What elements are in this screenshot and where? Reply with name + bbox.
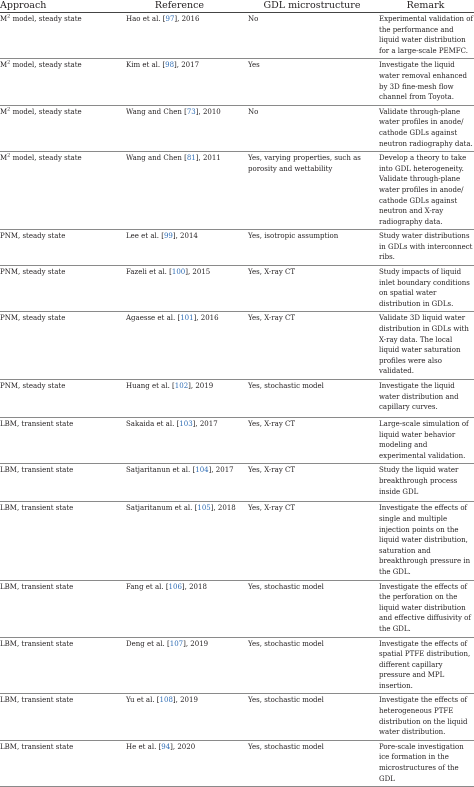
cell-reference bbox=[112, 312, 247, 380]
reference-authors: Huang et al. [ bbox=[126, 382, 175, 390]
approach-text-suffix: model, steady state bbox=[10, 15, 82, 23]
cell-remark: Investigate the effects of single and multiple injection points on the liquid water distribution, saturation and breakthrough pressure in the GDL. bbox=[379, 504, 471, 576]
cell-reference bbox=[112, 580, 247, 637]
approach-text: PNM, steady state bbox=[0, 268, 66, 277]
approach-text: PNM, steady state bbox=[0, 232, 66, 241]
cell-approach bbox=[0, 105, 112, 151]
citation-link[interactable]: 102 bbox=[174, 382, 189, 390]
cell-gdl-microstructure: No bbox=[248, 15, 259, 23]
approach-text: M bbox=[0, 61, 8, 70]
cell-approach bbox=[0, 266, 112, 312]
cell-reference bbox=[112, 105, 247, 151]
reference-authors: Sakaida et al. [ bbox=[126, 420, 180, 428]
citation-link[interactable]: 97 bbox=[165, 15, 175, 23]
reference-year: ], 2011 bbox=[195, 154, 221, 163]
table-row bbox=[0, 152, 474, 230]
citation-link[interactable]: 98 bbox=[165, 61, 175, 70]
reference-year: ], 2016 bbox=[174, 15, 200, 23]
cell-remark: Experimental validation of the performance and liquid water distribution for a large-scale PEMFC. bbox=[379, 15, 474, 55]
cell-reference bbox=[112, 59, 247, 105]
cell-remark: Study impacts of liquid inlet boundary conditions on spatial water distribution in GDLs. bbox=[379, 268, 470, 308]
reference-year: ], 2018 bbox=[210, 504, 236, 513]
table-row bbox=[0, 694, 474, 740]
cell-remark: Investigate the effects of the perforation on the liquid water distribution and effective diffusivity of the GDL. bbox=[379, 582, 471, 633]
reference-year: ], 2019 bbox=[188, 382, 214, 390]
reference-authors: Lee et al. [ bbox=[126, 232, 164, 241]
cell-remark: Study water distributions in GDLs with interconnect ribs. bbox=[379, 232, 473, 262]
cell-approach bbox=[0, 502, 112, 580]
citation-link[interactable]: 94 bbox=[161, 742, 171, 751]
header-reference: Reference bbox=[112, 0, 247, 13]
approach-text: LBM, transient state bbox=[0, 466, 74, 475]
cell-approach bbox=[0, 13, 112, 59]
cell-gdl-microstructure: Yes, stochastic model bbox=[248, 582, 324, 591]
approach-text: LBM, transient state bbox=[0, 696, 74, 705]
cell-gdl-microstructure: Yes, stochastic model bbox=[248, 742, 324, 751]
citation-link[interactable]: 104 bbox=[195, 466, 209, 475]
cell-approach bbox=[0, 418, 112, 464]
cell-gdl-microstructure: No bbox=[248, 107, 259, 116]
reference-authors: Hao et al. [ bbox=[126, 15, 166, 23]
cell-gdl-microstructure: Yes, X-ray CT bbox=[248, 268, 296, 277]
cell-reference bbox=[112, 230, 247, 266]
cell-gdl-microstructure: Yes bbox=[248, 61, 260, 70]
cell-reference bbox=[112, 740, 247, 786]
header-approach: Approach bbox=[0, 0, 112, 13]
table-row bbox=[0, 230, 474, 266]
reference-year: ], 2019 bbox=[183, 639, 209, 648]
cell-gdl-microstructure: Yes, X-ray CT bbox=[248, 314, 296, 323]
table-row bbox=[0, 580, 474, 637]
reference-authors: Kim et al. [ bbox=[126, 61, 166, 70]
reference-authors: Fang et al. [ bbox=[126, 582, 169, 591]
approach-text: LBM, transient state bbox=[0, 420, 74, 428]
table-row bbox=[0, 13, 474, 59]
cell-reference bbox=[112, 13, 247, 59]
cell-gdl-microstructure: Yes, stochastic model bbox=[248, 696, 324, 705]
reference-year: ], 2016 bbox=[193, 314, 219, 323]
approach-text: LBM, transient state bbox=[0, 639, 74, 648]
table-row bbox=[0, 637, 474, 694]
cell-approach bbox=[0, 637, 112, 694]
cell-remark: Investigate the effects of spatial PTFE distribution, different capillary pressure and MPL insertion. bbox=[379, 639, 471, 690]
cell-approach bbox=[0, 580, 112, 637]
reference-authors: Yu et al. [ bbox=[126, 696, 160, 705]
approach-text: PNM, steady state bbox=[0, 382, 66, 390]
reference-authors: Fazeli et al. [ bbox=[126, 268, 172, 277]
header-gdl-microstructure: GDL microstructure bbox=[247, 0, 377, 13]
approach-text: LBM, transient state bbox=[0, 742, 74, 751]
header-row bbox=[0, 0, 474, 13]
cell-remark: Develop a theory to take into GDL heterogeneity. Validate through-plane water profiles in anode/ cathode GDLs against neutron and X-ray radiography data. bbox=[379, 154, 467, 226]
approach-superscript: 2 bbox=[7, 106, 11, 113]
table-row bbox=[0, 418, 474, 464]
cell-gdl-microstructure: Yes, X-ray CT bbox=[248, 420, 296, 428]
cell-approach bbox=[0, 152, 112, 230]
approach-superscript: 2 bbox=[7, 13, 11, 20]
table-row bbox=[0, 266, 474, 312]
table-body bbox=[0, 13, 474, 787]
reference-year: ], 2017 bbox=[174, 61, 200, 70]
reference-year: ], 2017 bbox=[208, 466, 234, 475]
citation-link[interactable]: 101 bbox=[180, 314, 194, 323]
table-row bbox=[0, 312, 474, 380]
cell-gdl-microstructure: Yes, isotropic assumption bbox=[248, 232, 339, 241]
citation-link[interactable]: 73 bbox=[186, 107, 196, 116]
citation-link[interactable]: 81 bbox=[186, 154, 196, 163]
reference-authors: Agaesse et al. [ bbox=[126, 314, 181, 323]
approach-text-suffix: model, steady state bbox=[10, 154, 82, 163]
cell-reference bbox=[112, 464, 247, 502]
reference-authors: Deng et al. [ bbox=[126, 639, 170, 648]
cell-gdl-microstructure: Yes, X-ray CT bbox=[248, 504, 296, 513]
reference-authors: Satjaritanum et al. [ bbox=[126, 504, 198, 513]
cell-remark: Large-scale simulation of liquid water behavior modeling and experimental validation. bbox=[379, 420, 469, 460]
cell-gdl-microstructure: Yes, stochastic model bbox=[248, 382, 324, 390]
citation-link[interactable]: 107 bbox=[169, 639, 184, 648]
approach-superscript: 2 bbox=[7, 152, 11, 159]
reference-authors: Wang and Chen [ bbox=[126, 107, 187, 116]
cell-reference bbox=[112, 694, 247, 740]
cell-remark: Investigate the liquid water removal enhanced by 3D fine-mesh flow channel from Toyota. bbox=[379, 61, 468, 102]
cell-remark: Investigate the effects of heterogeneous PTFE distribution on the liquid water distribution. bbox=[379, 696, 468, 737]
approach-text: M bbox=[0, 15, 8, 23]
cell-reference bbox=[112, 502, 247, 580]
table-row bbox=[0, 740, 474, 786]
cell-remark: Study the liquid water breakthrough process inside GDL bbox=[379, 466, 459, 496]
cell-approach bbox=[0, 230, 112, 266]
cell-reference bbox=[112, 418, 247, 464]
reference-year: ], 2010 bbox=[195, 107, 221, 116]
table-row bbox=[0, 105, 474, 151]
cell-gdl-microstructure: Yes, varying properties, such as porosity and wettability bbox=[248, 154, 361, 173]
approach-text: PNM, steady state bbox=[0, 314, 66, 323]
reference-year: ], 2015 bbox=[185, 268, 211, 277]
cell-remark: Validate through-plane water profiles in anode/ cathode GDLs against neutron radiography data. bbox=[379, 107, 473, 148]
reference-year: ], 2020 bbox=[170, 742, 196, 751]
cell-reference bbox=[112, 380, 247, 418]
approach-superscript: 2 bbox=[7, 60, 11, 67]
table-row bbox=[0, 464, 474, 502]
citation-link[interactable]: 108 bbox=[159, 696, 173, 705]
approach-text-suffix: model, steady state bbox=[10, 61, 82, 70]
header-remark: Remark bbox=[377, 0, 474, 13]
cell-approach bbox=[0, 464, 112, 502]
cell-approach bbox=[0, 740, 112, 786]
reference-authors: Satjaritanun et al. [ bbox=[126, 466, 196, 475]
table-row bbox=[0, 380, 474, 418]
approach-text-suffix: model, steady state bbox=[10, 107, 82, 116]
table-header bbox=[0, 0, 474, 13]
reference-authors: He et al. [ bbox=[126, 742, 162, 751]
citation-link[interactable]: 99 bbox=[163, 232, 173, 241]
approach-text: LBM, transient state bbox=[0, 582, 74, 591]
cell-approach bbox=[0, 380, 112, 418]
reference-year: ], 2017 bbox=[192, 420, 218, 428]
cell-approach bbox=[0, 694, 112, 740]
reference-year: ], 2014 bbox=[172, 232, 198, 241]
approach-text: M bbox=[0, 107, 8, 116]
citation-link[interactable]: 103 bbox=[179, 420, 193, 428]
citation-link[interactable]: 100 bbox=[171, 268, 186, 277]
reference-year: ], 2018 bbox=[181, 582, 207, 591]
cell-reference bbox=[112, 266, 247, 312]
cell-approach bbox=[0, 59, 112, 105]
citation-link[interactable]: 106 bbox=[168, 582, 182, 591]
cell-reference bbox=[112, 152, 247, 230]
approach-text: M bbox=[0, 154, 8, 163]
cell-remark: Pore-scale investigation ice formation in the microstructures of the GDL bbox=[379, 742, 464, 783]
table-row bbox=[0, 59, 474, 105]
cell-reference bbox=[112, 637, 247, 694]
cell-gdl-microstructure: Yes, stochastic model bbox=[248, 639, 324, 648]
table-row bbox=[0, 502, 474, 580]
approach-text: LBM, transient state bbox=[0, 504, 74, 513]
cell-remark: Investigate the liquid water distribution and capillary curves. bbox=[379, 382, 459, 412]
reference-year: ], 2019 bbox=[172, 696, 198, 705]
citation-link[interactable]: 105 bbox=[197, 504, 211, 513]
cell-approach bbox=[0, 312, 112, 380]
reference-authors: Wang and Chen [ bbox=[126, 154, 187, 163]
cell-remark: Validate 3D liquid water distribution in GDLs with X-ray data. The local liquid water saturation profiles were also validated. bbox=[379, 314, 469, 376]
cell-gdl-microstructure: Yes, X-ray CT bbox=[248, 466, 296, 475]
